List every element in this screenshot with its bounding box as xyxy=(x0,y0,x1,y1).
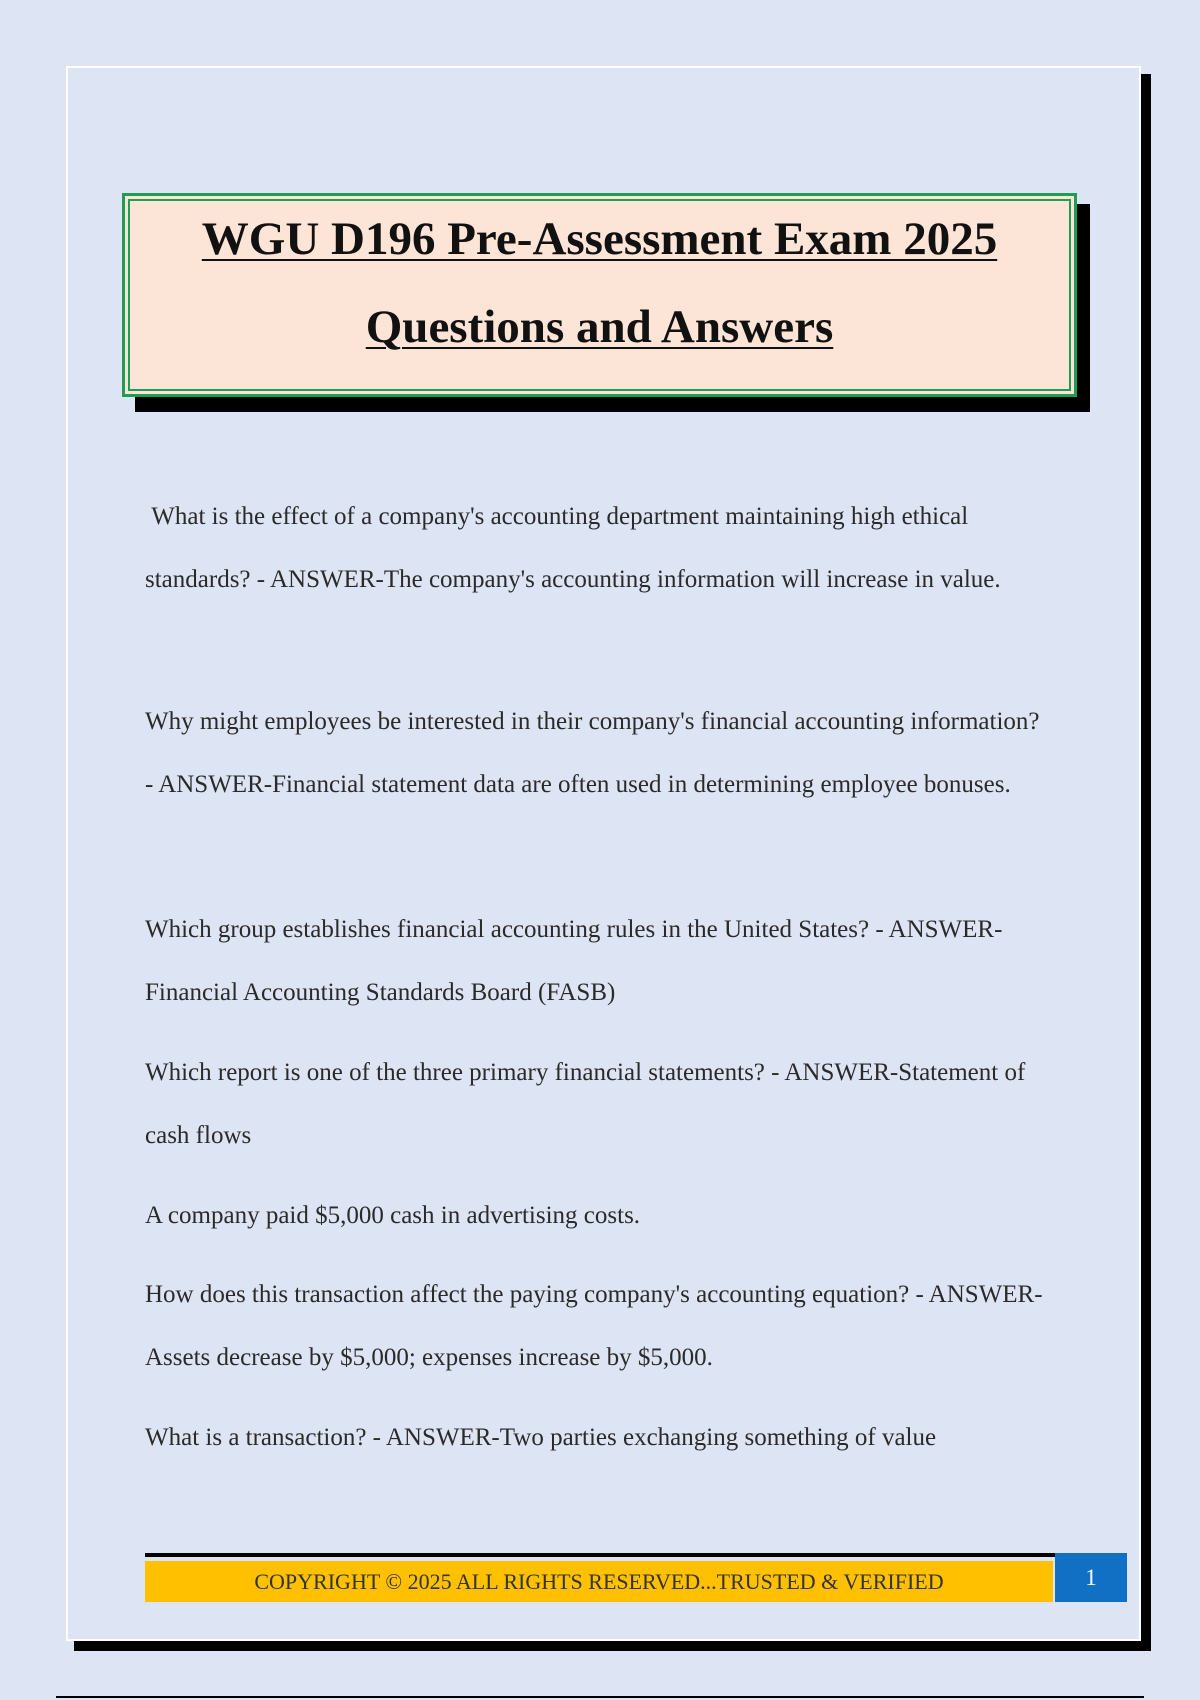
qa-item-4: Which report is one of the three primary financial statements? - ANSWER-Statement of cash flows xyxy=(145,1059,1026,1149)
title-box xyxy=(122,193,1077,397)
qa-item-2: Why might employees be interested in their company's financial accounting information? - ANSWER-Financial statement data are often used in determining employee bonuses. xyxy=(145,708,1040,798)
qa-item-6: How does this transaction affect the paying company's accounting equation? - ANSWER-Assets decrease by $5,000; expenses increase by $5,000. xyxy=(145,1281,1043,1371)
footer-copyright: COPYRIGHT © 2025 ALL RIGHTS RESERVED...TRUSTED & VERIFIED xyxy=(145,1561,1053,1602)
document-title-line-2: Questions and Answers xyxy=(365,301,834,353)
document-title-line-1: WGU D196 Pre-Assessment Exam 2025 xyxy=(201,213,998,265)
qa-item-5: A company paid $5,000 cash in advertising costs. xyxy=(145,1202,641,1229)
qa-item-1: What is the effect of a company's accounting department maintaining high ethical standards? - ANSWER-The company's accounting information will increase in value. xyxy=(145,503,1001,593)
bottom-rule xyxy=(56,1696,1144,1698)
page-number: 1 xyxy=(1055,1553,1127,1602)
qa-item-7: What is a transaction? - ANSWER-Two parties exchanging something of value xyxy=(145,1424,937,1451)
qa-item-3: Which group establishes financial accounting rules in the United States? - ANSWER-Financial Accounting Standards Board (FASB) xyxy=(145,916,1003,1006)
footer-rule xyxy=(145,1553,1055,1557)
